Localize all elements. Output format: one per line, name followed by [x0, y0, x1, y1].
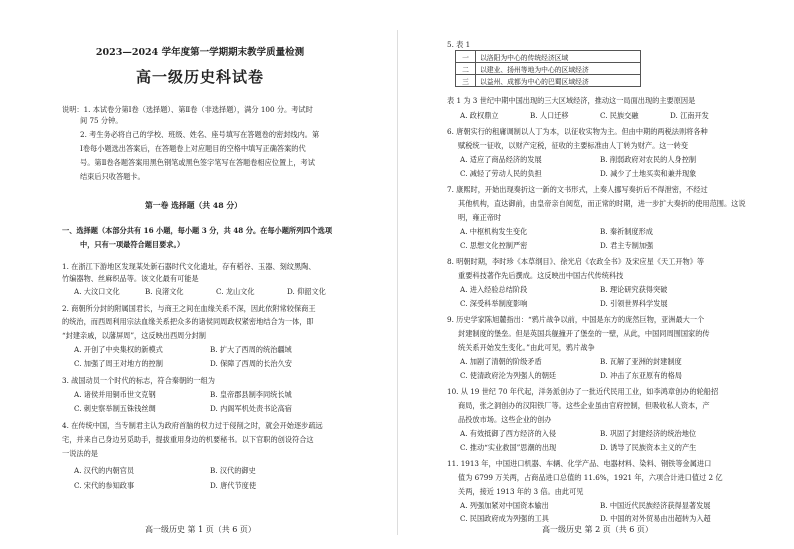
option: D. 唐代节度使: [210, 481, 257, 490]
option: B. 理论研究获得突破: [600, 285, 668, 294]
question-10: 商局，张之洞创办的汉阳铁厂等。这些企业虽由官府控制，但吸收私人资本，产: [458, 401, 710, 410]
exam-main-title: 高一级历史科试卷: [135, 68, 264, 86]
question-5: 表 1 为 3 世纪中期中国出现的三大区域经济，推动这一局面出现的主要原因是: [447, 96, 696, 105]
page-footer: 高一级历史 第 2 页（共 6 页）: [542, 525, 653, 534]
question-11: 关两，接近 1913 年的 3 倍。由此可见: [458, 487, 584, 496]
option: D. 保障了西周的长治久安: [210, 359, 292, 368]
option: C. 民族交融: [600, 111, 639, 120]
option: A. 汉代的内朝官员: [74, 466, 135, 475]
question-9: 9. 历史学家陈旭麓指出：“鸦片战争以前，中国是东方的庞然巨物，亚洲最大一个: [447, 315, 705, 324]
option: B. 秦祈制度形成: [600, 227, 653, 236]
instructions-line: 结束后只收答题卡。: [80, 172, 145, 181]
question-1: 竹编器物、丝麻织品等。该文化最有可能是: [62, 274, 199, 283]
section-intro: 中，只有一项最符合题目要求。）: [80, 240, 185, 249]
option: D. 君主专制加强: [600, 241, 654, 250]
option: A. 诸侯并用铜币世文克钢: [74, 390, 156, 399]
option: B. 皇帝郡县制李同统长城: [210, 390, 292, 399]
option: C. 使清政府沦为列强人的朝廷: [460, 371, 557, 380]
option: C. 推动“实业救国”思潮的出现: [460, 443, 557, 452]
page-footer: 高一级历史 第 1 页（共 6 页）: [145, 525, 256, 534]
option: A. 政权鼎立: [460, 111, 499, 120]
option: D. 冲击了东亚原有的格局: [600, 371, 682, 380]
option: B. 良渚文化: [145, 287, 184, 296]
question-2: “封建亲戚，以藩屏周”，这反映出西周分封制: [62, 331, 206, 340]
question-3: 3. 战国动员一个时代的标志，符合秦朝的一组为: [62, 376, 215, 385]
instructions-line: 间 75 分钟。: [80, 116, 123, 125]
question-7: 明，雍正帝时: [458, 213, 502, 222]
question-4: 一说法的是: [62, 449, 98, 458]
question-4: 宅，并来自己身边另觅助手，提拔重用身边的机要秘书。以下官职的创设符合这: [62, 435, 314, 444]
question-7: 其他机构，直达御前，由皇帝亲自阅览，而正常的时期，进一步扩大奏折的使用范围。这说: [458, 199, 746, 208]
option: B. 瓦解了亚洲的封建制度: [600, 357, 682, 366]
option: C. 宋代的参知政事: [74, 481, 135, 490]
option: D. 江南开发: [670, 111, 709, 120]
table-cell: 以建业、扬州等地为中心的区域经济: [476, 63, 641, 75]
option: C. 民国政府成为列强的工具: [460, 514, 549, 523]
option: A. 列强加紧对中国资本输出: [460, 501, 549, 510]
question-6: 6. 唐朝实行的租庸调制以人丁为本，以征收实物为主。但由中期的两税法则将各种: [447, 127, 708, 136]
option: A. 大汶口文化: [74, 287, 120, 296]
instructions-line: 号。第Ⅱ卷各题答案用黑色钢笔或黑色签字笔写在答题卷相应位置上，考试: [80, 158, 315, 167]
question-9: 统关系开始发生变化。”由此可见，鸦片战争: [458, 343, 595, 352]
table-cell: 三: [456, 75, 476, 87]
table-row: [456, 63, 641, 75]
exam-header: 2023—2024 学年度第一学期期末教学质量检测: [95, 47, 305, 58]
table-cell: 以益州、成都为中心的巴蜀区域经济: [476, 75, 641, 87]
option: B. 中国近代民族经济获得显著发展: [600, 501, 711, 510]
option: A. 开创了中央集权的新模式: [74, 345, 163, 354]
option: D. 中国的对外贸易由出超转为入超: [600, 514, 711, 523]
source-table: [455, 50, 641, 87]
option: B. 削弱政府对农民的人身控制: [600, 155, 697, 164]
option: B. 巩固了封建经济的统治地位: [600, 429, 697, 438]
instructions-line: 说明：1. 本试卷分第Ⅰ卷（选择题）、第Ⅱ卷（非选择题），满分 100 分。考试时: [62, 105, 313, 114]
question-8: 8. 明朝时期，李时珍《本草纲目》、徐光启《农政全书》及宋应星《天工开物》等: [447, 257, 705, 266]
option: C. 加强了周王对地方的控制: [74, 359, 163, 368]
table-cell: 一: [456, 51, 476, 63]
question-9: 封建制度的堡垒。但是英国兵舰撞开了堡垒的一壁，从此，中国同周围国家的传: [458, 329, 710, 338]
question-8: 重要科技著作先后撰成。这反映出中国古代传统科技: [458, 271, 624, 280]
question-4: 4. 在传统中国，当专制君主认为政府首脑的权力过于侵削之时，就会开始逐步疏远: [62, 421, 323, 430]
option: A. 进入经验总结阶段: [460, 285, 528, 294]
instructions-line: 2. 考生务必将自己的学校、班级、姓名、座号填写在答题卷的密封线内。第: [80, 130, 320, 139]
option: D. 引领世界科学发展: [600, 299, 668, 308]
question-2: 2. 商朝所分封的附属国君长，与商王之间在血缘关系不深，因此依附常较保商王: [62, 304, 316, 313]
instructions-line: Ⅰ卷每小题选出答案后，在答题卷上对应题目的空格中填写正确答案的代: [80, 144, 306, 153]
section-intro: 一、选择题（本部分共有 16 小题，每小题 3 分，共 48 分。在每小题所列四个选项: [62, 226, 333, 235]
option: B. 人口迁移: [530, 111, 569, 120]
option: C. 刺史察举制五铢钱丝绸: [74, 404, 156, 413]
table-row: [456, 51, 641, 63]
question-2: 的统治，而西周利用宗法血缘关系把众多的诸侯同周政权紧密地结合为一体，即: [62, 317, 314, 326]
question-6: 赋税统一征收，以财产定税，征收的主要标准由人丁转为财产。这一转变: [458, 141, 689, 150]
option: D. 内阁军机处责书论高宿: [210, 404, 292, 413]
part-one-title: 第一卷 选择题（共 48 分）: [145, 201, 242, 210]
table-cell: 以洛阳为中心的传统经济区域: [476, 51, 641, 63]
question-1: 1. 在浙江下游地区发现某处新石器时代文化遗址，存有稻谷、玉器、刻纹黑陶、: [62, 262, 316, 271]
option: C. 深受科举制度影响: [460, 299, 528, 308]
option: D. 诱导了民族资本主义的产生: [600, 443, 697, 452]
table-row: [456, 75, 641, 87]
question-5-label: 5. 表 1: [447, 40, 471, 49]
question-10: 品投放市场。这些企业的创办: [458, 415, 552, 424]
question-10: 10. 从 19 世纪 70 年代起，洋务派创办了一批近代民用工业，如李鸿章创办的轮船招: [447, 387, 719, 396]
table-cell: 二: [456, 63, 476, 75]
question-11: 值为 6799 万关两，占商品进口总值的 11.6%，1921 年，六项合计进口值过 2 亿: [458, 473, 723, 482]
option: C. 思想文化控制严密: [460, 241, 528, 250]
option: C. 减轻了劳动人民的负担: [460, 169, 542, 178]
question-7: 7. 康熙时，开始出现奏折这一新的文书形式，上奏人挪写奏折后不得泄密，不经过: [447, 185, 708, 194]
option: B. 汉代的御史: [210, 466, 256, 475]
option: D. 减少了土地买卖和兼并现象: [600, 169, 697, 178]
option: A. 适应了商品经济的发展: [460, 155, 542, 164]
option: B. 扩大了西周的统治疆域: [210, 345, 292, 354]
question-11: 11. 1913 年，中国进口机器、车辆、化学产品、电器材料、染料、钢铁等金属进口: [447, 459, 712, 468]
option: A. 加剧了清朝的阶级矛盾: [460, 357, 542, 366]
option: D. 仰韶文化: [287, 287, 326, 296]
option: A. 有效抵御了西方经济的入侵: [460, 429, 557, 438]
option: A. 中枢机构发生变化: [460, 227, 528, 236]
option: C. 龙山文化: [216, 287, 255, 296]
